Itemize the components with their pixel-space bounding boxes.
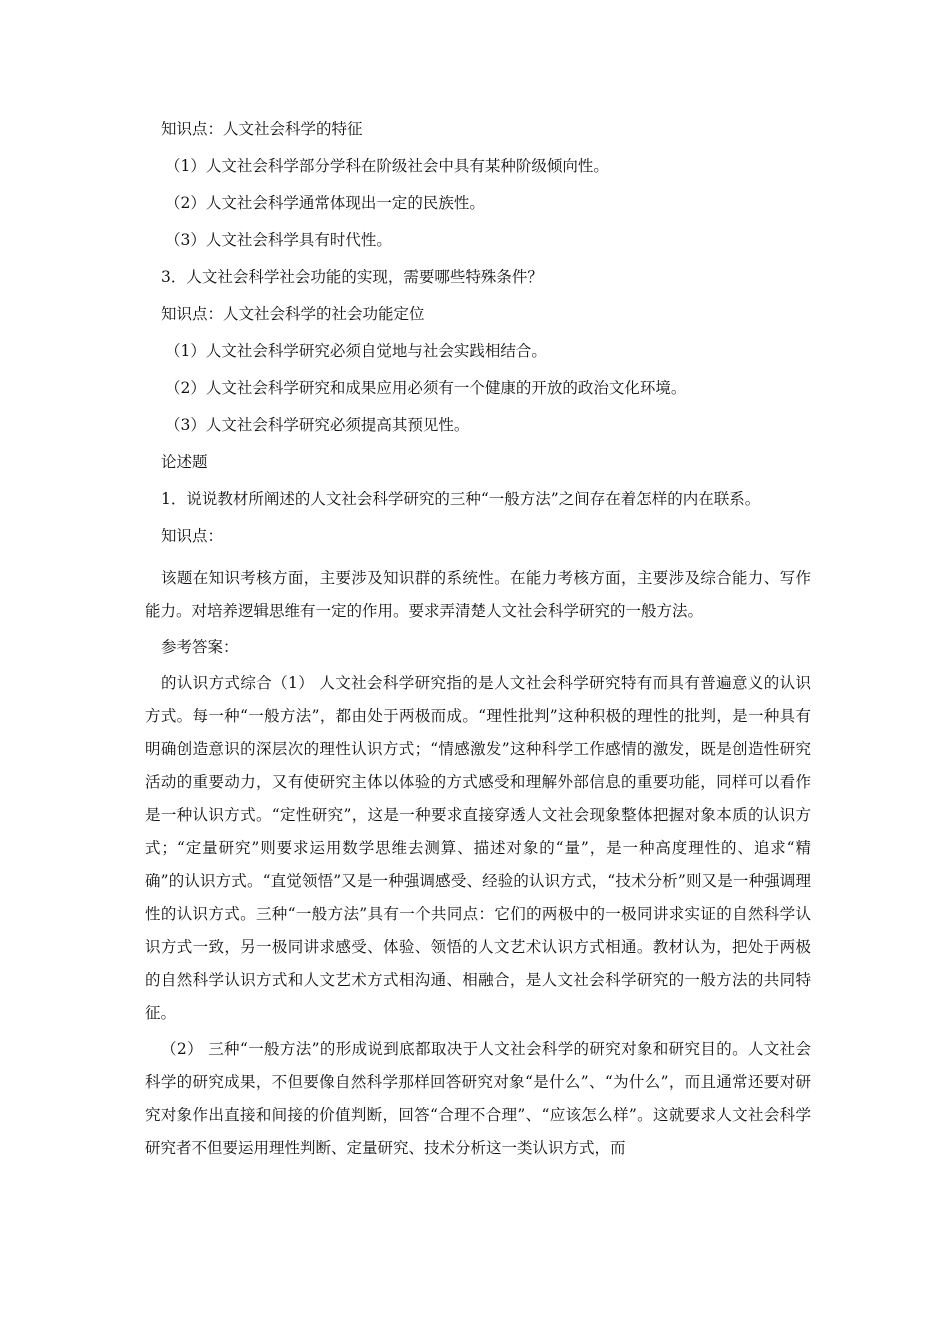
document-body [145,118,811,1168]
section-heading: 论述题 [161,453,208,471]
knowledge-point-text: 该题在知识考核方面，主要涉及知识群的系统性。在能力考核方面，主要涉及综合能力、写作能力。对培养逻辑思维有一定的作用。要求弄清楚人文社会科学研究的一般方法。 [145,569,811,620]
list-item: （3）人文社会科学具有时代性。 [165,231,392,249]
answer-paragraph-2: （2） 三种“一般方法”的形成说到底都取决于人文社会科学的研究对象和研究目的。人文社会科学的研究成果，不但要像自然科学那样回答研究对象“是什么”、“为什么”，而且通常还要对研究对象作出直接和间接的价值判断，回答“合理不合理”、“应该怎么样”。这就要求人文社会科学研究者不但要运用理性判断、定量研究、技术分析这一类认识方式，而 [145,1040,811,1157]
answer-paragraph-1: 的认识方式综合（1） 人文社会科学研究指的是人文社会科学研究特有而具有普遍意义的认识方式。每一种“一般方法”，都由处于两极而成。“理性批判”这种积极的理性的批判，是一种具有明确创造意识的深层次的理性认识方式；“情感激发”这种科学工作感情的激发，既是创造性研究活动的重要动力，又有使研究主体以体验的方式感受和理解外部信息的重要功能，同样可以看作是一种认识方式。“定性研究”，这是一种要求直接穿透人文社会现象整体把握对象本质的认识方式；“定量研究”则要求运用数学思维去测算、描述对象的“量”，是一种高度理性的、追求“精确”的认识方式。“直觉领悟”又是一种强调感受、经验的认识方式，“技术分析”则又是一种强调理性的认识方式。三种“一般方法”具有一个共同点：它们的两极中的一极同讲求实证的自然科学认识方式一致，另一极同讲求感受、体验、领悟的人文艺术认识方式相通。教材认为，把处于两极的自然科学认识方式和人文艺术方式相沟通、相融合，是人文社会科学研究的一般方法的共同特征。 [145,674,811,1022]
knowledge-point-label: 知识点：人文社会科学的社会功能定位 [161,305,425,323]
list-item: （2）人文社会科学研究和成果应用必须有一个健康的开放的政治文化环境。 [165,379,687,397]
list-item: （3）人文社会科学研究必须提高其预见性。 [165,416,470,434]
list-item: （2）人文社会科学通常体现出一定的民族性。 [165,194,485,212]
question-3: 3．人文社会科学社会功能的实现，需要哪些特殊条件？ [161,268,543,286]
essay-question-1: 1．说说教材所阐述的人文社会科学研究的三种“一般方法”之间存在着怎样的内在联系。 [161,490,761,508]
answer-label: 参考答案： [161,638,239,656]
list-item: （1）人文社会科学研究必须自觉地与社会实践相结合。 [165,342,547,360]
knowledge-point-label: 知识点： [161,527,224,545]
list-item: （1）人文社会科学部分学科在阶级社会中具有某种阶级倾向性。 [165,157,609,175]
knowledge-point-label: 知识点：人文社会科学的特征 [161,120,363,138]
